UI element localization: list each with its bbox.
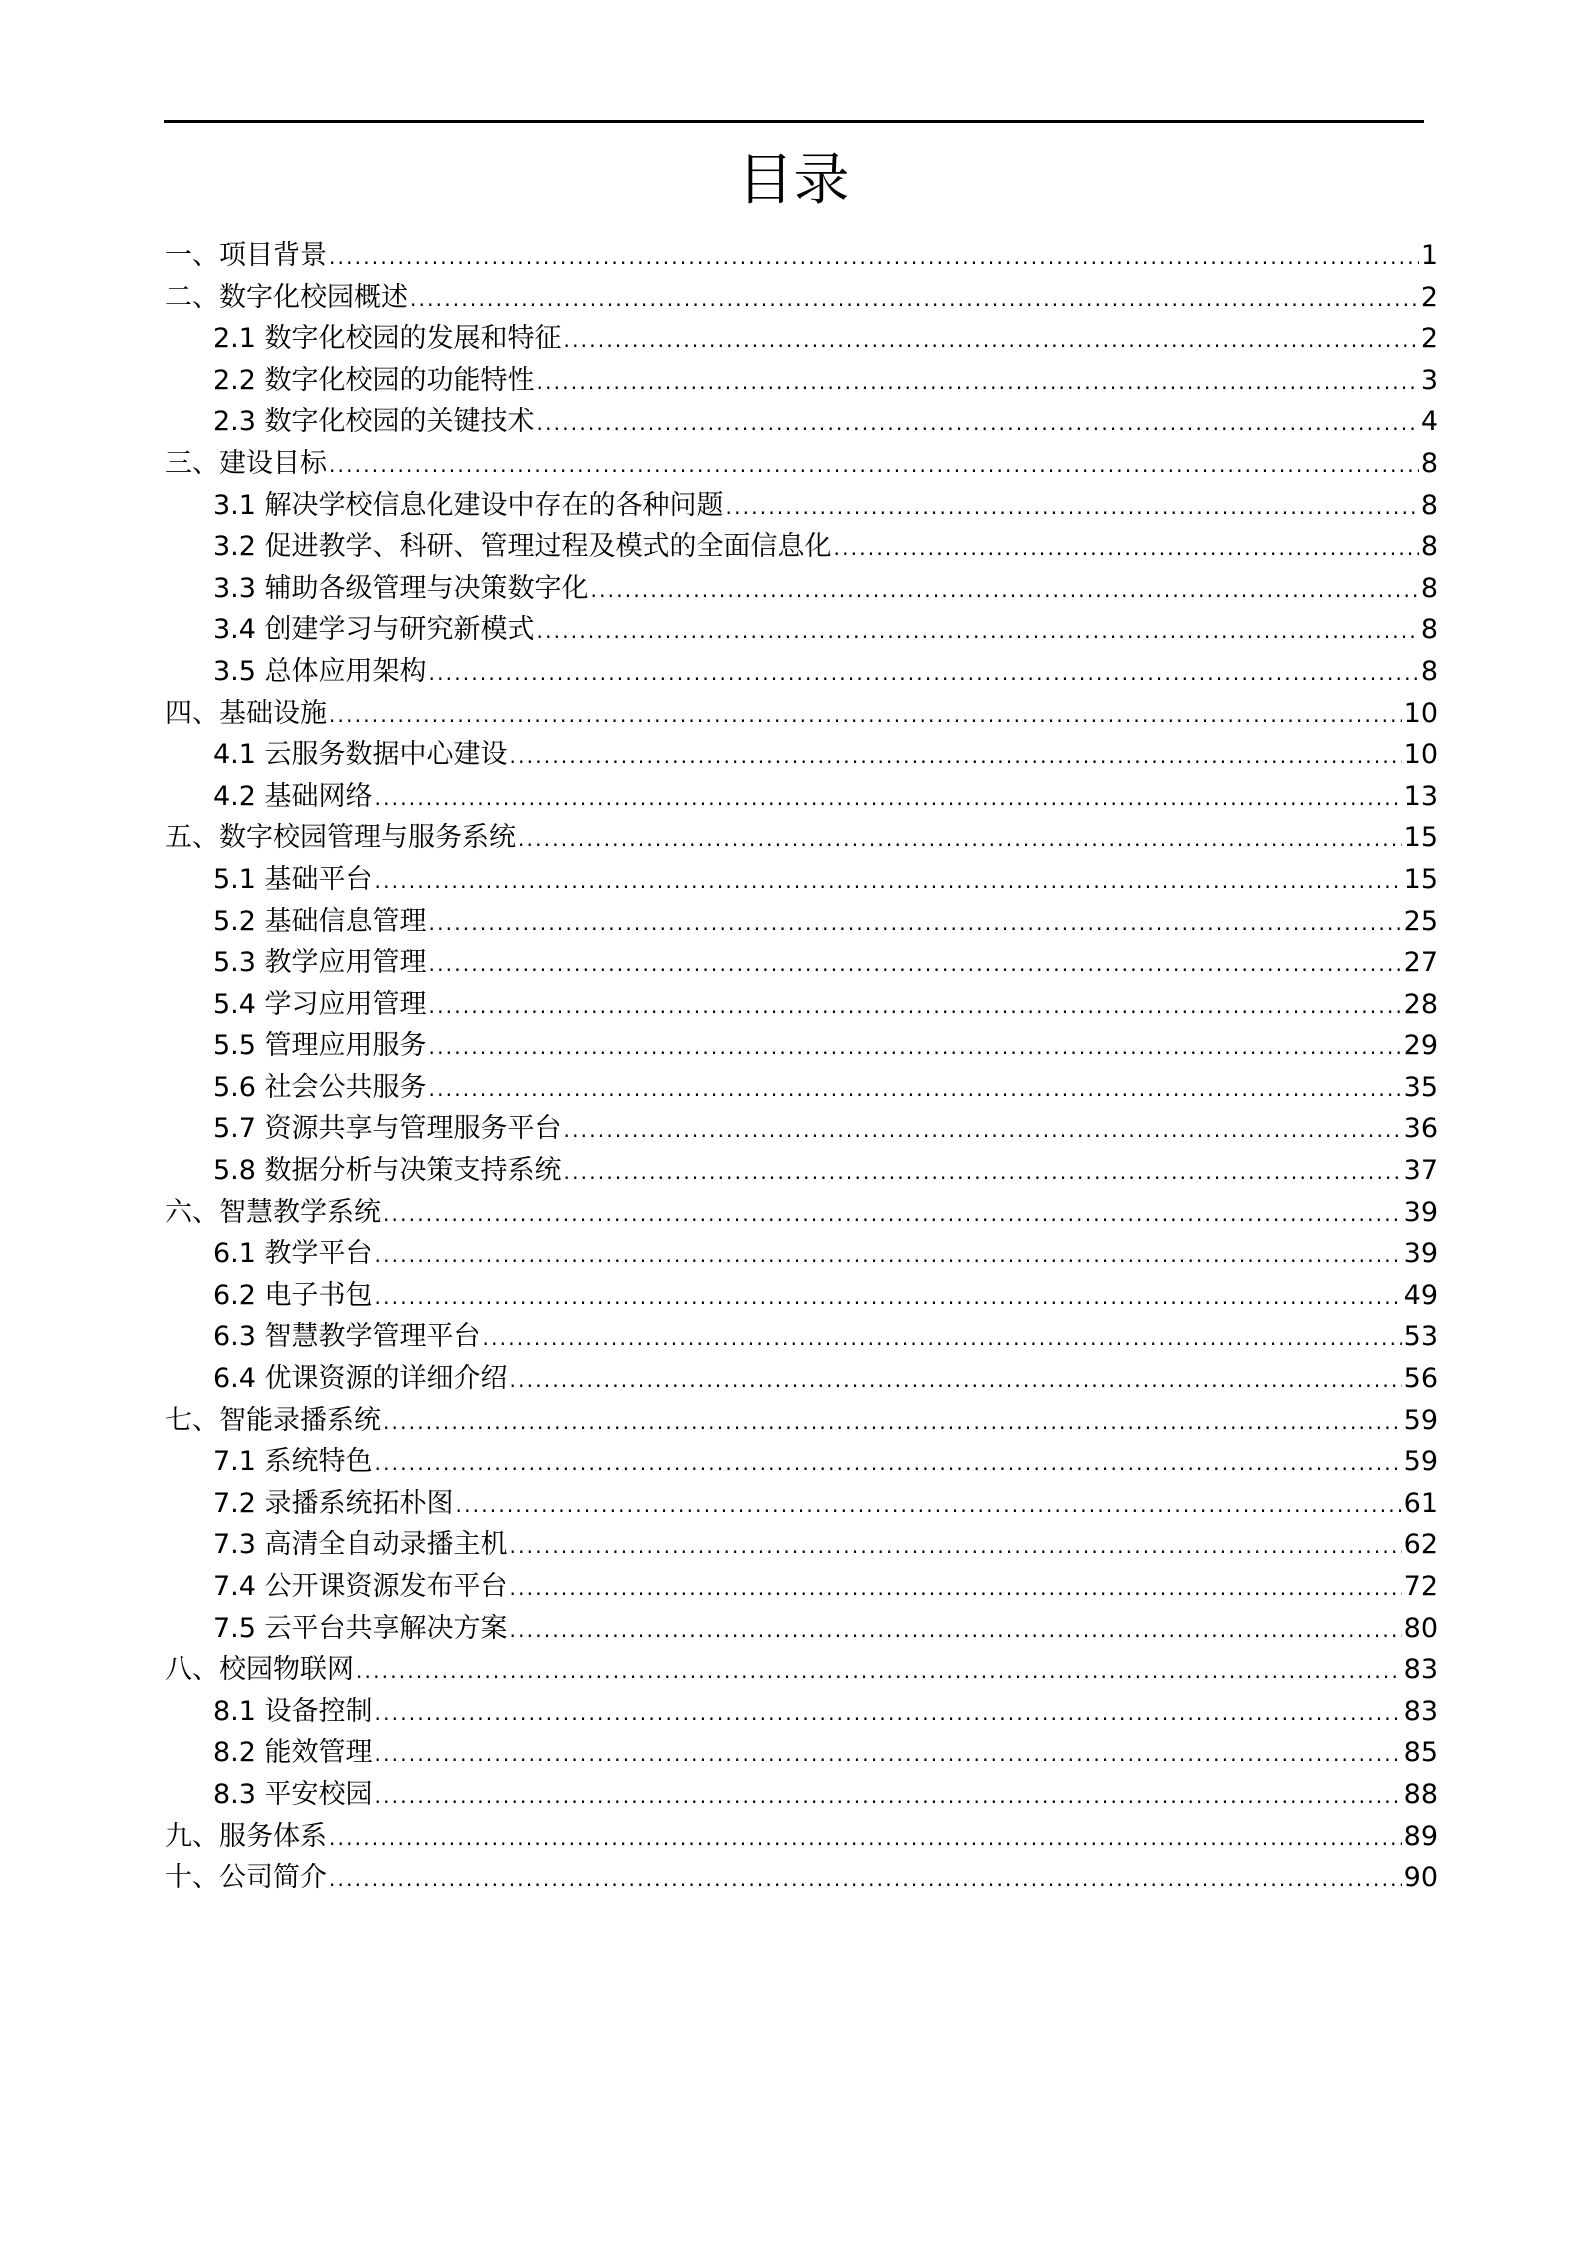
toc-entry[interactable] xyxy=(165,485,1438,527)
dot-leader xyxy=(564,1152,1402,1194)
toc-entry-page: 13 xyxy=(1403,780,1438,812)
toc-entry-page: 8 xyxy=(1420,614,1438,646)
toc-entry-page: 83 xyxy=(1403,1695,1438,1727)
toc-entry-label: 6.1 教学平台 xyxy=(213,1238,373,1270)
toc-entry[interactable] xyxy=(165,1025,1438,1067)
toc-entry[interactable] xyxy=(165,1192,1438,1234)
toc-entry-label: 2.1 数字化校园的发展和特征 xyxy=(213,323,562,355)
dot-leader xyxy=(429,653,1419,695)
toc-entry-page: 10 xyxy=(1403,697,1438,729)
toc-entry-label: 3.1 解决学校信息化建设中存在的各种问题 xyxy=(213,489,724,521)
dot-leader xyxy=(429,1027,1402,1069)
toc-entry-page: 36 xyxy=(1403,1113,1438,1145)
toc-entry-page: 49 xyxy=(1403,1279,1438,1311)
dot-leader xyxy=(329,1818,1402,1860)
toc-entry-label: 四、基础设施 xyxy=(165,697,327,729)
dot-leader xyxy=(375,1776,1402,1818)
toc-entry[interactable] xyxy=(165,1067,1438,1109)
dot-leader xyxy=(537,611,1419,653)
toc-entry[interactable] xyxy=(165,568,1438,610)
toc-entry-label: 7.1 系统特色 xyxy=(213,1446,373,1478)
toc-entry-label: 6.4 优课资源的详细介绍 xyxy=(213,1363,508,1395)
toc-entry[interactable] xyxy=(165,859,1438,901)
toc-entry[interactable] xyxy=(165,1358,1438,1400)
dot-leader xyxy=(429,903,1402,945)
dot-leader xyxy=(375,778,1402,820)
toc-entry-page: 59 xyxy=(1403,1446,1438,1478)
toc-entry-label: 4.2 基础网络 xyxy=(213,780,373,812)
dot-leader xyxy=(375,1443,1402,1485)
toc-entry-label: 5.8 数据分析与决策支持系统 xyxy=(213,1155,562,1187)
toc-entry-page: 72 xyxy=(1403,1571,1438,1602)
toc-entry-page: 85 xyxy=(1403,1737,1438,1769)
header-rule xyxy=(164,120,1424,123)
toc-entry-page: 90 xyxy=(1403,1862,1438,1894)
toc-entry[interactable] xyxy=(165,401,1438,443)
toc-entry-label: 3.4 创建学习与研究新模式 xyxy=(213,614,535,646)
dot-leader xyxy=(518,819,1402,861)
toc-entry-label: 4.1 云服务数据中心建设 xyxy=(213,739,508,771)
toc-entry-label: 5.3 教学应用管理 xyxy=(213,947,427,979)
toc-entry-label: 8.3 平安校园 xyxy=(213,1778,373,1810)
toc-entry-page: 89 xyxy=(1403,1820,1438,1852)
toc-entry-page: 37 xyxy=(1403,1155,1438,1187)
toc-entry[interactable] xyxy=(165,942,1438,984)
toc-entry-page: 29 xyxy=(1403,1030,1438,1062)
toc-entry-label: 八、校园物联网 xyxy=(165,1654,354,1686)
dot-leader xyxy=(510,1360,1402,1402)
toc-entry-label: 8.2 能效管理 xyxy=(213,1737,373,1769)
toc-entry-page: 3 xyxy=(1420,364,1438,396)
toc-entry[interactable] xyxy=(165,277,1438,319)
toc-entry[interactable] xyxy=(165,1608,1438,1650)
toc-entry-label: 7.2 录播系统拓朴图 xyxy=(213,1487,454,1519)
toc-entry-label: 7.3 高清全自动录播主机 xyxy=(213,1529,508,1561)
toc-entry-label: 五、数字校园管理与服务系统 xyxy=(165,822,516,854)
toc-entry-label: 一、项目背景 xyxy=(165,240,327,271)
dot-leader xyxy=(356,1651,1402,1693)
toc-entry-page: 2 xyxy=(1420,281,1438,313)
toc-entry-label: 2.3 数字化校园的关键技术 xyxy=(213,406,535,438)
dot-leader xyxy=(410,279,1419,321)
toc-entry-label: 九、服务体系 xyxy=(165,1820,327,1852)
toc-entry-label: 3.5 总体应用架构 xyxy=(213,655,427,687)
toc-entry-page: 2 xyxy=(1420,323,1438,355)
dot-leader xyxy=(510,1610,1402,1652)
dot-leader xyxy=(510,736,1402,778)
toc-entry[interactable] xyxy=(165,443,1438,485)
dot-leader xyxy=(375,1235,1402,1277)
dot-leader xyxy=(564,320,1419,362)
toc-entry-label: 十、公司简介 xyxy=(165,1862,327,1894)
toc-entry[interactable] xyxy=(165,1732,1438,1774)
toc-entry-page: 83 xyxy=(1403,1654,1438,1686)
toc-entry-page: 53 xyxy=(1403,1321,1438,1353)
toc-entry-page: 8 xyxy=(1420,531,1438,563)
dot-leader xyxy=(375,861,1402,903)
dot-leader xyxy=(383,1402,1402,1444)
dot-leader xyxy=(537,403,1419,445)
toc-entry[interactable] xyxy=(165,318,1438,360)
toc-entry-label: 二、数字化校园概述 xyxy=(165,281,408,313)
dot-leader xyxy=(429,986,1402,1028)
dot-leader xyxy=(375,1277,1402,1319)
toc-entry[interactable] xyxy=(165,1441,1438,1483)
toc-entry[interactable] xyxy=(165,1150,1438,1192)
toc-entry-page: 28 xyxy=(1403,988,1438,1020)
toc-entry-label: 3.3 辅助各级管理与决策数字化 xyxy=(213,572,589,604)
toc-entry[interactable] xyxy=(165,1483,1438,1525)
toc-entry[interactable] xyxy=(165,693,1438,735)
toc-entry-page: 8 xyxy=(1420,447,1438,479)
toc-entry-label: 7.5 云平台共享解决方案 xyxy=(213,1612,508,1644)
toc-entry[interactable] xyxy=(165,1566,1438,1608)
dot-leader xyxy=(329,695,1402,737)
toc-entry[interactable] xyxy=(165,817,1438,859)
dot-leader xyxy=(329,237,1419,279)
toc-entry-page: 1 xyxy=(1420,240,1438,271)
dot-leader xyxy=(510,1526,1402,1568)
toc-entry[interactable] xyxy=(165,235,1438,277)
toc-entry[interactable] xyxy=(165,901,1438,943)
dot-leader xyxy=(329,445,1419,487)
dot-leader xyxy=(537,362,1419,404)
toc-entry[interactable] xyxy=(165,609,1438,651)
toc-entry-page: 61 xyxy=(1403,1487,1438,1519)
toc-entry-page: 88 xyxy=(1403,1778,1438,1810)
toc-entry[interactable] xyxy=(165,1233,1438,1275)
toc-entry-page: 15 xyxy=(1403,863,1438,895)
toc-entry[interactable] xyxy=(165,1400,1438,1442)
toc-entry-page: 15 xyxy=(1403,822,1438,854)
page-title: 目录 xyxy=(737,148,850,213)
toc-entry-page: 56 xyxy=(1403,1363,1438,1395)
dot-leader xyxy=(564,1110,1402,1152)
dot-leader xyxy=(375,1734,1402,1776)
dot-leader xyxy=(483,1318,1402,1360)
dot-leader xyxy=(429,1069,1402,1111)
toc-entry[interactable] xyxy=(165,1524,1438,1566)
dot-leader xyxy=(456,1485,1402,1527)
toc-entry[interactable] xyxy=(165,1316,1438,1358)
toc-entry-label: 六、智慧教学系统 xyxy=(165,1196,381,1228)
toc-entry-page: 8 xyxy=(1420,655,1438,687)
toc-entry[interactable] xyxy=(165,651,1438,693)
toc-entry-page: 39 xyxy=(1403,1196,1438,1228)
toc-entry[interactable] xyxy=(165,360,1438,402)
toc-entry[interactable] xyxy=(165,776,1438,818)
toc-entry-label: 5.1 基础平台 xyxy=(213,863,373,895)
dot-leader xyxy=(429,944,1402,986)
toc-entry-page: 59 xyxy=(1403,1404,1438,1436)
dot-leader xyxy=(591,570,1419,612)
toc-entry-label: 6.3 智慧教学管理平台 xyxy=(213,1321,481,1353)
toc-entry-page: 4 xyxy=(1420,406,1438,438)
toc-entry[interactable] xyxy=(165,526,1438,568)
toc-entry-label: 7.4 公开课资源发布平台 xyxy=(213,1571,508,1602)
toc-entry[interactable] xyxy=(165,1649,1438,1691)
dot-leader xyxy=(726,487,1419,529)
toc-entry[interactable] xyxy=(165,1108,1438,1150)
toc-entry-page: 39 xyxy=(1403,1238,1438,1270)
toc-entry[interactable] xyxy=(165,1857,1438,1899)
toc-entry-label: 6.2 电子书包 xyxy=(213,1279,373,1311)
toc-entry-page: 25 xyxy=(1403,905,1438,937)
toc-entry-label: 3.2 促进教学、科研、管理过程及模式的全面信息化 xyxy=(213,531,832,563)
dot-leader xyxy=(329,1859,1402,1901)
toc-entry-label: 8.1 设备控制 xyxy=(213,1695,373,1727)
toc-entry-page: 10 xyxy=(1403,739,1438,771)
toc-entry-label: 七、智能录播系统 xyxy=(165,1404,381,1436)
toc-entry-page: 62 xyxy=(1403,1529,1438,1561)
toc-entry-label: 5.4 学习应用管理 xyxy=(213,988,427,1020)
toc-entry-page: 80 xyxy=(1403,1612,1438,1644)
toc-entry[interactable] xyxy=(165,1816,1438,1858)
toc-entry-label: 2.2 数字化校园的功能特性 xyxy=(213,364,535,396)
toc-entry-label: 5.5 管理应用服务 xyxy=(213,1030,427,1062)
table-of-contents xyxy=(165,235,1438,1899)
toc-entry[interactable] xyxy=(165,984,1438,1026)
toc-entry-page: 27 xyxy=(1403,947,1438,979)
dot-leader xyxy=(834,528,1419,570)
toc-entry-page: 8 xyxy=(1420,572,1438,604)
dot-leader xyxy=(375,1693,1402,1735)
toc-entry-label: 5.6 社会公共服务 xyxy=(213,1071,427,1103)
toc-entry-label: 5.2 基础信息管理 xyxy=(213,905,427,937)
toc-entry-page: 35 xyxy=(1403,1071,1438,1103)
dot-leader xyxy=(383,1194,1402,1236)
toc-entry-label: 5.7 资源共享与管理服务平台 xyxy=(213,1113,562,1145)
toc-entry-page: 8 xyxy=(1420,489,1438,521)
dot-leader xyxy=(510,1568,1402,1610)
toc-entry-label: 三、建设目标 xyxy=(165,447,327,479)
toc-entry[interactable] xyxy=(165,1774,1438,1816)
toc-entry[interactable] xyxy=(165,1275,1438,1317)
toc-entry[interactable] xyxy=(165,734,1438,776)
toc-entry[interactable] xyxy=(165,1691,1438,1733)
